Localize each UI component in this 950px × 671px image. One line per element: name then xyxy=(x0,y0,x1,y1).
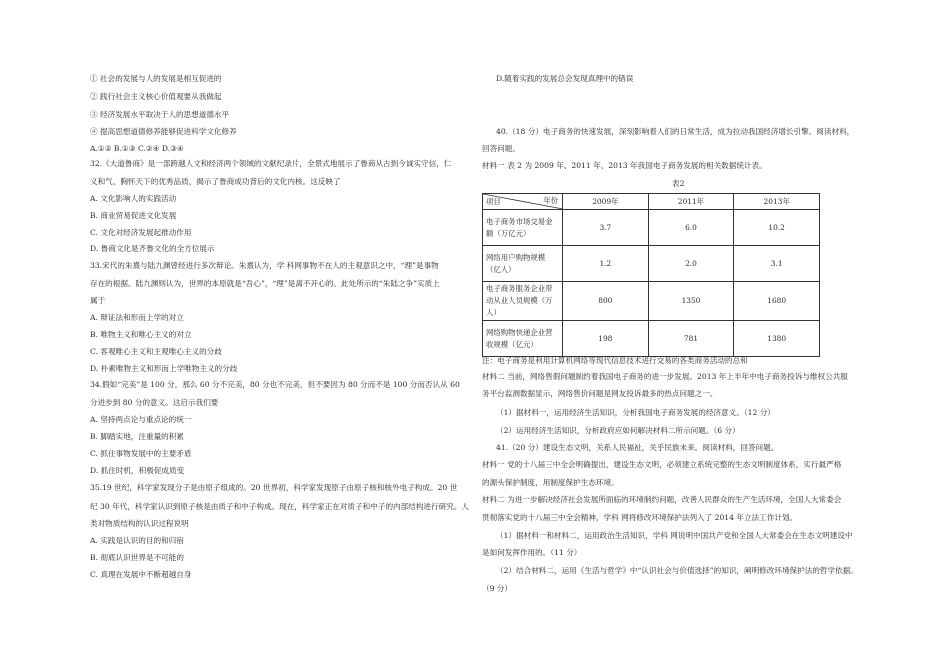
q40-line-1: 40.（18 分）电子商务的快速发展，深刻影响着人们的日常生活，成为拉动我国经济增长引擎。阅读材料， xyxy=(496,127,855,136)
q33-option-b: B. 唯物主义和唯心主义的对立 xyxy=(90,330,192,339)
q41-subquestion-1-line-2: 是如何发挥作用的。（11 分） xyxy=(482,548,582,557)
cell: 3.1 xyxy=(734,246,820,282)
q32-option-b: B. 商业贸易促进文化发展 xyxy=(90,211,177,220)
q34-line-1: 34.假如“完美”是 100 分，那么 60 分不完美，80 分也不完美，但不要因为 80 分而不是 100 分而否认从 60 xyxy=(90,380,460,389)
q35-line-1: 35.19 世纪，科学家发现分子是由原子组成的。20 世界初，科学家发现原子由原子核和核外电子构成。20 世 xyxy=(90,483,458,492)
q35-line-3: 类对物质结构的认识过程说明 xyxy=(90,519,189,528)
q33-line-3: 属于 xyxy=(90,296,106,305)
cell: 10.2 xyxy=(734,210,820,246)
year-2009: 2009年 xyxy=(563,194,649,210)
q34-line-2: 分进步到 80 分的意义。这启示我们要 xyxy=(90,398,219,407)
option-3: ③ 经济发展水平取决于人的思想道德水平 xyxy=(90,110,230,119)
table-row xyxy=(483,282,820,321)
q40-subquestion-2: （2）运用经济生活知识，分析政府应如何解决材料二所示问题。（6 分） xyxy=(496,426,740,435)
q35-option-c: C. 真理在发展中不断超越自身 xyxy=(90,570,192,579)
q41-material-2-line-1: 材料二 为进一步解决经济社会发展所面临的环境制约问题，改善人民群众的生产生活环境，全国人大常委会 xyxy=(482,495,842,504)
row-label: 网络购物快递企业营收规模（亿元） xyxy=(483,321,563,357)
q41-subquestion-2-line-1: （2）结合材料二，运用《生活与哲学》中“认识社会与价值选择”的知识，阐明修改环境保护法的哲学依据。 xyxy=(496,566,858,575)
option-4: ④ 提高思想道德修养能够促进科学文化修养 xyxy=(90,127,237,136)
cell: 1.2 xyxy=(563,246,649,282)
q40-subquestion-1: （1）据材料一，运用经济生活知识，分析我国电子商务发展的经济意义。（12 分） xyxy=(496,408,775,417)
material-2-line-2: 务平台监测数据显示，网络售价问题是网友投诉最多的热点问题之一。 xyxy=(482,389,718,398)
cell: 198 xyxy=(563,321,649,357)
material-2-line-1: 材料二 当前，网络售假问题制约着我国电子商务的进一步发展。2013 年上半年中电子商务投诉与维权公共服 xyxy=(482,372,848,381)
q32-option-d: D. 鲁商文化是齐鲁文化的全方位展示 xyxy=(90,244,215,253)
table-title: 表2 xyxy=(672,179,685,188)
row-label: 电子商务服务企业带动从业人员规模（万人） xyxy=(483,282,563,321)
cell: 800 xyxy=(563,282,649,321)
q33-line-1: 33.宋代的朱熹与陆九渊曾经进行多次辩论。朱熹认为，学 科网事物不在人的主观意识之中，“理”是事物 xyxy=(90,261,439,270)
row-label: 电子商务市场交易金额（万亿元） xyxy=(483,210,563,246)
q34-option-d: D. 抓住时机，积极促成质变 xyxy=(90,466,185,475)
header-diagonal-cell xyxy=(483,194,563,210)
q34-option-a: A. 坚持两点论与重点论的统一 xyxy=(90,415,192,424)
q35-option-b: B. 彻底认识世界是不可能的 xyxy=(90,553,184,562)
material-1-intro: 材料一 表 2 为 2009 年、2011 年、2013 年我国电子商务发展的相关数据统计表。 xyxy=(482,161,767,170)
q41-subquestion-1-line-1: （1）据材料一和材料二，运用政治生活知识，学科 网说明中国共产党和全国人大常委会在生态文明建设中 xyxy=(496,531,853,540)
q33-option-a: A. 辩证法和形而上学的对立 xyxy=(90,313,184,322)
header-year-label: 年份 xyxy=(543,196,558,205)
q34-option-c: C. 抓住事物发展中的主要矛盾 xyxy=(90,449,192,458)
year-2011: 2011年 xyxy=(648,194,734,210)
q33-line-2: 存在的根据。陆九渊则认为，世界的本原就是“吾心”，“理”是离不开心的。此处所示的“朱陆之争”实质上 xyxy=(90,279,440,288)
cell: 3.7 xyxy=(563,210,649,246)
option-d: D.随着实践的发展总会发现真理中的错误 xyxy=(496,74,634,83)
q32-option-a: A. 文化影响人的实践活动 xyxy=(90,194,177,203)
header-item-label: 项目 xyxy=(486,197,501,206)
cell: 1350 xyxy=(648,282,734,321)
cell: 781 xyxy=(648,321,734,357)
row-label: 网络用户购物规模（亿人） xyxy=(483,246,563,282)
q35-option-a: A. 实践是认识的目的和归宿 xyxy=(90,536,184,545)
q41-material-2-line-2: 贯彻落实党的十八届三中全会精神，学科 网将修改环境保护法列入了 2014 年立法工作计划。 xyxy=(482,513,798,522)
q32-line-1: 32.《大道鲁商》是一部跨越人文和经济两个领域的文献纪录片，全景式地展示了鲁商从古到今诚实守信，仁 xyxy=(90,159,452,168)
table-note: 注：电子商务是利用计算机网络等现代信息技术进行交易的各类商务活动的总和 xyxy=(482,356,748,365)
cell: 1680 xyxy=(734,282,820,321)
option-1: ① 社会的发展与人的发展是相互促进的 xyxy=(90,74,222,83)
cell: 6.0 xyxy=(648,210,734,246)
option-2: ② 践行社会主义核心价值观要从我做起 xyxy=(90,92,222,101)
year-2013: 2013年 xyxy=(734,194,820,210)
table-row xyxy=(483,246,820,282)
q34-option-b: B. 脚踏实地，注重量的积累 xyxy=(90,432,184,441)
q41-material-1-line-1: 材料一 党的十八届三中全会明确提出，建设生态文明，必须建立系统完整的生态文明制度体系，实行最严格 xyxy=(482,460,842,469)
cell: 1380 xyxy=(734,321,820,357)
q41-title: 41.（20 分）建设生态文明，关系人民福祉，关乎民族未来。阅读材料，回答问题。 xyxy=(496,443,779,452)
q32-line-2: 义和气、胸怀天下的优秀品质，揭示了鲁商成功背后的文化内核。这反映了 xyxy=(90,177,341,186)
q35-line-2: 纪 30 年代，科学家认识到原子核是由质子和中子构成。现在，科学家正在对质子和中子的内部结构进行研究。人 xyxy=(90,502,469,511)
q32-option-c: C. 文化对经济发展起推动作用 xyxy=(90,228,192,237)
table-row xyxy=(483,210,820,246)
table-row xyxy=(483,321,820,357)
table-header-row xyxy=(483,194,820,210)
q41-material-1-line-2: 的源头保护制度，用制度保护生态环境。 xyxy=(482,478,619,487)
data-table xyxy=(482,193,820,357)
cell: 2.0 xyxy=(648,246,734,282)
q33-option-c: C. 客观唯心主义和主观唯心主义的分歧 xyxy=(90,347,222,356)
q40-line-2: 回答问题。 xyxy=(482,144,520,153)
answer-choices: A.①② B.①③ C.②④ D.③④ xyxy=(90,144,184,153)
q41-subquestion-2-line-2: （9 分） xyxy=(482,584,513,593)
q33-option-d: D. 朴素唯物主义和形而上学唯物主义的分歧 xyxy=(90,364,238,373)
